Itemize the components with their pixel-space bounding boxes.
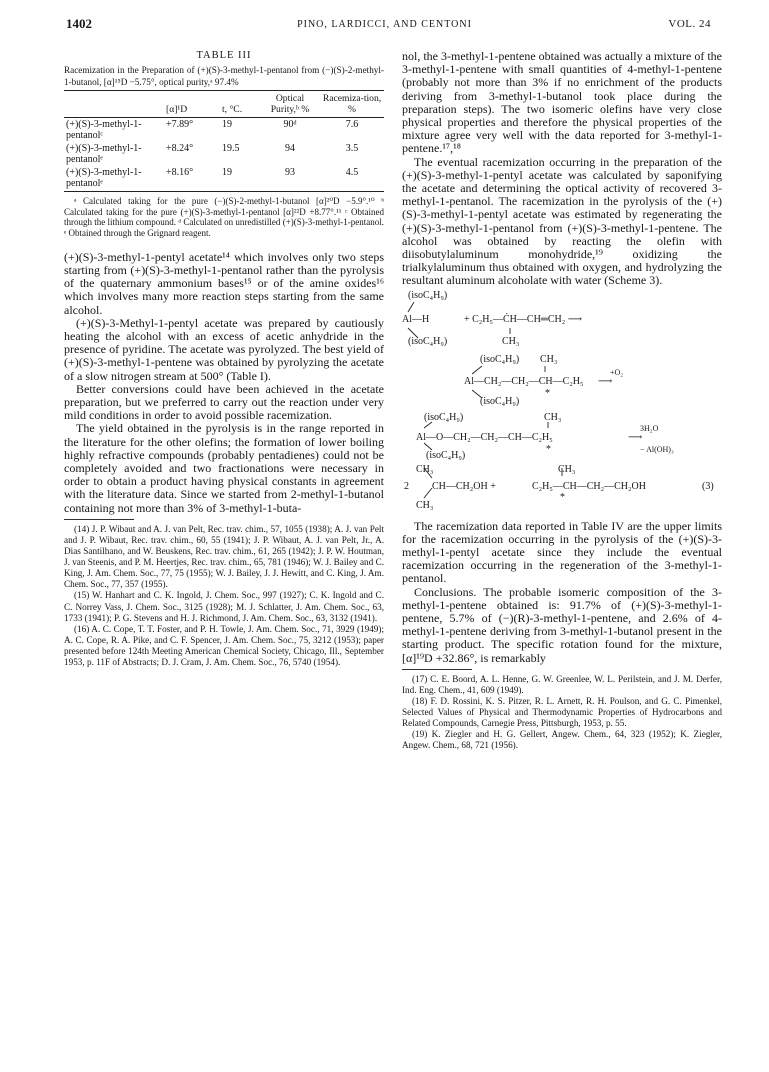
- table-cell: 94: [285, 143, 295, 154]
- reference-item: (19) K. Ziegler and H. G. Gellert, Angew. Chem., 64, 323 (1952); K. Ziegler, Angew. Chem., 68, 721 (1956).: [402, 729, 722, 751]
- reference-item: (18) F. D. Rossini, K. S. Pitzer, R. L. Arnett, R. H. Poulson, and G. C. Pimenkel, Selected Values of Physical and Thermodynamic Properties of Hydrocarbons and Related Compounds, Carnegie Press, Pittsburgh, 1953, p. 55.: [402, 696, 722, 729]
- body-paragraph: Better conversions could have been achieved in the acetate preparation, but we preferred to carry out the reaction under very mild conditions in order to avoid possible racemization.: [64, 381, 384, 423]
- trialkylaluminum: Al—CH₂—CH₂—CH—C₂H₅: [464, 375, 584, 387]
- reference-item: (15) W. Hanhart and C. K. Ingold, J. Chem. Soc., 997 (1927); C. K. Ingold and C. C. Norrey Vass, J. Chem. Soc., 3125 (1928); M. J. Schlatter, J. Am. Chem. Soc., 63, 1733 (1941); P. G. Stevens and H. J. Richmond, J. Am. Chem. Soc., 63, 3132 (1941).: [64, 590, 384, 623]
- reference-item: (17) C. E. Boord, A. L. Henne, G. W. Greenlee, W. L. Perilstein, and J. M. Derfer, Ind. Eng. Chem., 41, 609 (1949).: [402, 673, 722, 695]
- body-paragraph: The eventual racemization occurring in the preparation of the (+)(S)-3-methyl-1-pentyl acetate was calculated by saponifying the acetate and determining the optical activity of recovered 3-methyl-1-pentanol. The racemization in the pyrolysis of the (+)(S)-3-methyl-1-pentyl acetate was estimated by regenerating the (+)(S)-3-methyl-1-pentanol from (+)(S)-3-methyl-1-pentene. The alcohol was obtained by reacting the olefin with diisobutylaluminum monohydride,¹⁹ oxidizing the trialkylaluminum thus obtained with oxygen, and hydrolyzing the resultant aluminum alcoholate with water (Scheme 3).: [402, 154, 722, 288]
- running-title: PINO, LARDICCI, AND CENTONI: [297, 19, 472, 30]
- bond-line: [472, 366, 482, 374]
- volume-label: VOL. 24: [668, 18, 711, 30]
- oxygen-reagent: +O₂: [610, 367, 624, 377]
- isobutyl-group: (isoC₄H₉): [424, 411, 464, 423]
- body-paragraph: The yield obtained in the pyrolysis is in the range reported in the literature for the other olefins; the formation of lower boiling highly refractive compounds (probably pentadienes) could not be completely avoided and two fractionations were necessary in order to obtain a product having physical constants in agreement with the literature data. Since we started from 2-methyl-1-butanol containing not more than 3% of 3-methyl-1-buta-: [64, 421, 384, 515]
- bond-line: [424, 488, 432, 498]
- chiral-star: *: [546, 443, 551, 455]
- reaction-arrow: ⟶: [598, 375, 613, 387]
- body-paragraph: (+)(S)-3-methyl-1-pentyl acetate¹⁴ which involves only two steps starting from (+)(S)-3-methyl-1-pentanol rather than the pyrolysis of the quaternary ammonium bases¹⁵ or of the amine oxides¹⁶ which involves many more reaction steps starting from the same alcohol.: [64, 249, 384, 317]
- table-row: [64, 142, 384, 166]
- alkene-reactant: + C₂H₅—ĊH—CH═CH₂ ⟶: [464, 313, 583, 325]
- stoichiometric-coefficient: 2: [404, 480, 409, 492]
- table-footnote: ᵃ Calculated taking for the pure (−)(S)-2-methyl-1-butanol [α]²⁰D −5.9°.¹⁰ ᵇ Calculated taking for the pure (+)(S)-3-methyl-1-pentanol [α]²²D +8.77°.¹¹ ᶜ Obtained through the lithium compound. ᵈ Calculated on unredistilled (+)(S)-3-methyl-1-pentanol. ᵉ Obtained through the Grignard reagent.: [64, 196, 384, 239]
- byproduct: − Al(OH)₃: [640, 444, 674, 454]
- table-cell: (+)(S)-3-methyl-1-pentanolᵉ: [64, 166, 164, 192]
- footnote-divider: [402, 669, 472, 670]
- isobutyl-group: (isoC₄H₉): [408, 289, 448, 301]
- body-paragraph: (+)(S)-3-Methyl-1-pentyl acetate was prepared by cautiously heating the alcohol with an excess of acetic anhydride in the presence of pyridine. The acetate was pyrolyzed. The best yield of (+)(S)-3-methyl-1-pentene was obtained by pyrolyzing the acetate of a slow nitrogen stream at 500° (Table I).: [64, 315, 384, 383]
- table-row: [64, 166, 384, 192]
- chiral-star: *: [545, 387, 550, 399]
- chiral-star: *: [560, 491, 565, 503]
- aluminum-hydride: Al—H: [402, 313, 430, 325]
- reference-item: (14) J. P. Wibaut and A. J. van Pelt, Rec. trav. chim., 57, 1055 (1938); A. J. van Pelt and J. P. Wibaut, Rec. trav. chim., 60, 55 (1941); J. P. Wibaut, A. J. van Pelt, Jr., A. Dias Santilhano, and W. Beuskens, Rec. trav. chim., 61, 265 (1942); J. P. W. Houtman, J. van Steenis, and P. M. Heertjes, Rec. trav. chim., 65, 781 (1946); W. J. Bailey and C. King, J. Am. Chem. Soc., 77, 75 (1955); W. J. Bailey, J. J. Hewitt, and C. King, J. Am. Chem. Soc., 77, 357 (1955).: [64, 523, 384, 590]
- page-number: 1402: [66, 16, 92, 31]
- equation-number: (3): [702, 480, 714, 492]
- bond-line: [408, 302, 414, 312]
- table-cell: 19: [222, 119, 232, 130]
- left-column: [64, 50, 384, 668]
- product-methylpentanol: C₂H₅—CH—CH₂—CH₂OH: [532, 480, 646, 492]
- table-header-cell: Racemiza-tion, %: [320, 91, 384, 118]
- methyl-group: CH₃: [502, 335, 520, 347]
- table-cell: +7.89°: [166, 119, 194, 130]
- table-title: TABLE III: [196, 50, 252, 61]
- isobutyl-group: (isoC₄H₉): [480, 395, 520, 407]
- product-isobutanol: CH—CH₂OH +: [432, 480, 496, 492]
- footnote-divider: [64, 519, 134, 520]
- methyl-group: CH₃: [416, 499, 434, 511]
- methyl-group: CH₃: [544, 411, 562, 423]
- reaction-scheme: [402, 288, 722, 520]
- isobutyl-group: (isoC₄H₉): [426, 449, 466, 461]
- isobutyl-group: (isoC₄H₉): [408, 335, 448, 347]
- body-paragraph: The racemization data reported in Table IV are the upper limits for the racemization occurring in the pyrolysis of the (+)(S)-3-methyl-1-pentyl acetate since they include the eventual racemization occurring in the regeneration of the 3-methyl-1-pentanol.: [402, 518, 722, 586]
- isobutyl-group: (isoC₄H₉): [480, 353, 520, 365]
- methyl-group: CH₃: [540, 353, 558, 365]
- racemization-table: [64, 90, 384, 192]
- table-cell: 3.5: [345, 143, 359, 154]
- table-header-cell: [α]¹D: [164, 91, 220, 118]
- table-header-cell: t, °C.: [220, 91, 260, 118]
- table-cell: (+)(S)-3-methyl-1-pentanolᵉ: [66, 143, 142, 165]
- table-row: [64, 118, 384, 143]
- table-cell: 7.6: [345, 119, 359, 130]
- aluminum-alcoholate: Al—O—CH₂—CH₂—CH—C₂H₅: [416, 431, 553, 443]
- table-caption: Racemization in the Preparation of (+)(S)-3-methyl-1-pentanol from (−)(S)-2-methyl-1-butanol, [α]¹⁵D −5.75°, optical purity,ᵃ 97.4%: [64, 65, 384, 87]
- body-paragraph: nol, the 3-methyl-1-pentene obtained was actually a mixture of the 3-methyl-1-pentene with small quantities of 4-methyl-1-pentene (probably not more than 3% if no enrichment of the products deriving from 3-methyl-1-butanol took place during the preparation steps). The two isomeric olefins have very close physical properties and therefore the physical properties of the mixture agree very well with the data reported for 3-methyl-1-pentene.¹⁷,¹⁸: [402, 49, 722, 156]
- table-cell: 93: [260, 166, 320, 192]
- water-reagent: 3H₂O: [640, 423, 659, 433]
- table-cell: +8.24°: [166, 143, 194, 154]
- table-cell: 4.5: [320, 166, 384, 192]
- table-cell: +8.16°: [164, 166, 220, 192]
- reference-item: (16) A. C. Cope, T. T. Foster, and P. H. Towle, J. Am. Chem. Soc., 71, 3929 (1949); A. C. Cope, R. A. Pike, and C. F. Spencer, J. Am. Chem. Soc., 75, 3212 (1953); paper presented before 124th Meeting American Chemical Society, Chicago, Ill., September 1953, p. 11F of Abstracts; D. J. Cram, J. Am. Chem. Soc., 76, 5740 (1954).: [64, 623, 384, 667]
- body-paragraph: Conclusions. The probable isomeric composition of the 3-methyl-1-pentene obtained is: 91.7% of (+)(S)-3-methyl-1-pentene, 5.7% of (−)(R)-3-methyl-1-pentene, and 2.6% of 4-methyl-1-pentene deriving from 3-methyl-1-butanol present in the starting product. The specific rotation found for the mixture, [α]¹⁹D +32.86°, is remarkably: [402, 584, 722, 665]
- table-cell: 19.5: [222, 143, 240, 154]
- methyl-group: CH₃: [558, 463, 576, 475]
- table-header-cell: [64, 91, 164, 118]
- table-cell: 19: [220, 166, 260, 192]
- table-cell: (+)(S)-3-methyl-1-pentanolᶜ: [66, 119, 142, 141]
- right-column: [402, 50, 722, 752]
- reaction-arrow: ⟶: [628, 431, 643, 443]
- table-cell: 90ᵈ: [283, 119, 297, 130]
- bond-line: [424, 443, 432, 450]
- table-header-cell: Optical Purity,ᵇ %: [260, 91, 320, 118]
- methyl-group: CH₃: [416, 463, 434, 475]
